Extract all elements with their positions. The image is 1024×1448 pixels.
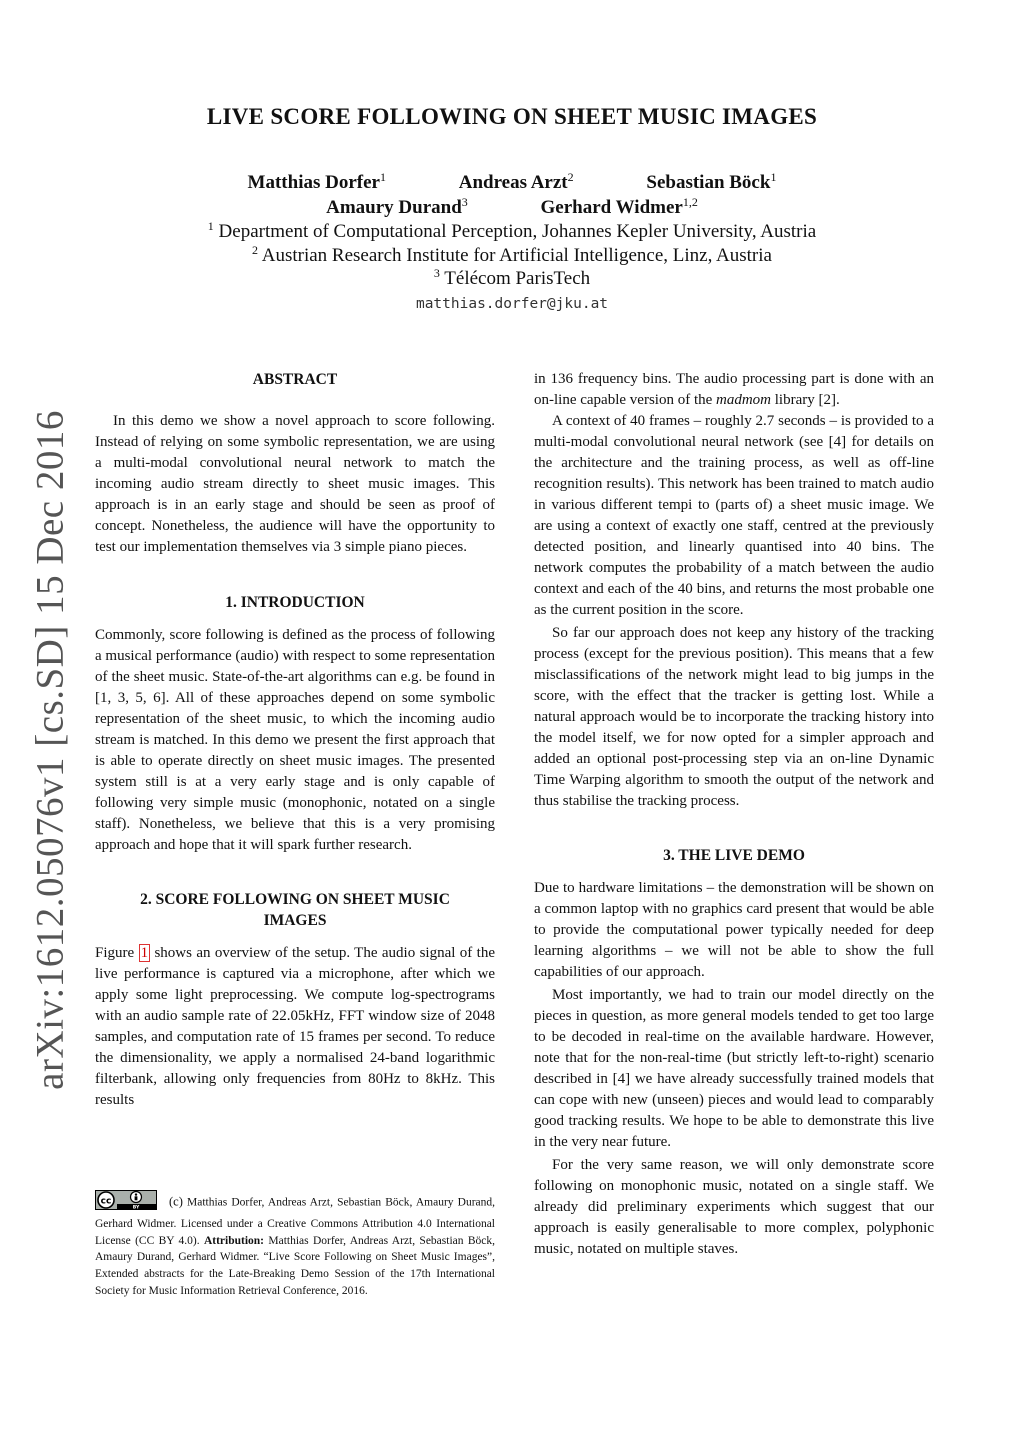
right-column	[534, 369, 934, 1260]
figure-1-link[interactable]: 1	[140, 945, 149, 961]
author: Amaury Durand$^3$	[326, 195, 468, 218]
paper-title: LIVE SCORE FOLLOWING ON SHEET MUSIC IMAGES	[206, 104, 818, 129]
author: Sebastian Böck$^1$	[646, 170, 777, 193]
license-footnote: cc BY (c) Matthias Dorfer, Andreas Arzt, Sebastian Böck, Amaury Durand, Gerhard Widmer. Licensed under a Creative Commons Attribution 4.0 International License (CC BY 4.0). Attribution: Matthias Dorfer, Andreas Arzt, Sebastian Böck, Amaury Durand, Gerhard Widmer. “Live Score Following on Sheet Music Images”, Extended abstracts for the Late-Breaking Demo Session of the 17th International Society for Music Information Retrieval Conference, 2016.	[95, 1190, 495, 1300]
author-row-1	[0, 172, 1024, 194]
abstract-heading: ABSTRACT	[252, 371, 338, 388]
section2-heading: 2. SCORE FOLLOWING ON SHEET MUSIC IMAGES	[140, 891, 450, 929]
section2-paragraph-2: A context of 40 frames – roughly 2.7 seconds – is provided to a multi-modal convolutional neural network (see [4] for details on the architecture and the training process, as well as off-line recognition results). This network has been trained to match audio in various different tempi to (parts of) a sheet music image. We are using a context of exactly one staff, centred at the previously detected position, and linearly quantised into 40 bins. The network computes the probability of a match between the audio context and each of the 40 bins, and returns the most probable one as the current position in the score.	[534, 413, 934, 618]
by-badge-text: BY	[132, 1205, 140, 1210]
section3-paragraph-2: Most importantly, we had to train our model directly on the pieces in question, as more general models tended to get too large to be decoded in real-time on the available hardware. However, note that for the non-real-time (but strictly left-to-right) scenario described in [4] we have already successfully trained models that can cope with new (unseen) pieces and would lead to comparably good tracking results. We hope to be able to demonstrate this live in the very near future.	[534, 987, 934, 1150]
author: Andreas Arzt$^2$	[458, 170, 574, 193]
affiliation-2: $^2$ Austrian Research Institute for Artificial Intelligence, Linz, Austria	[252, 243, 772, 266]
author: Gerhard Widmer$^{1,2}$	[540, 195, 698, 218]
author-row-2	[0, 197, 1024, 219]
section3-paragraph-1: Due to hardware limitations – the demonstration will be shown on a common laptop with no graphics card present that would be able to provide the computational power typically needed for deep learning algorithms – we will not be able to show the full capabilities of our approach.	[534, 880, 934, 980]
section2-paragraph-3: So far our approach does not keep any history of the tracking process (except for the previous position). This means that a few misclassifications of the network might lead to big jumps in the score, with the effect that the tracker is getting lost. While a natural approach would be to incorporate the tracking history into the model itself, we for now opted for a simpler approach and added an optional post-processing step via an on-line Dynamic Time Warping algorithm to smooth the output of the network and thus stabilise the tracking process.	[534, 625, 934, 809]
arxiv-identifier: arXiv:1612.05076v1 [cs.SD] 15 Dec 2016	[28, 410, 72, 1090]
section3-heading: 3. THE LIVE DEMO	[663, 847, 805, 864]
affiliation-3: $^3$ Télécom ParisTech	[433, 266, 591, 289]
copyright-symbol: (c)	[169, 1194, 183, 1209]
section2-paragraph-1-cont: in 136 frequency bins. The audio processing part is done with an on-line capable version of the madmom library [2].	[534, 371, 934, 408]
left-column	[95, 369, 495, 1111]
cc-badge-text: cc	[100, 1196, 112, 1207]
contact-email[interactable]: matthias.dorfer@jku.at	[415, 296, 609, 312]
arxiv-sidebar	[22, 410, 78, 1090]
author: Matthias Dorfer$^1$	[247, 170, 386, 193]
cc-by-license-icon	[95, 1190, 157, 1216]
section2-paragraph-1: Figure 1 shows an overview of the setup. The audio signal of the live performance is captured via a microphone, after which we apply some light preprocessing. We compute log-spectrograms with an audio sample rate of 22.05kHz, FFT window size of 2048 samples, and computation rate of 15 frames per second. To reduce the dimensionality, we apply a normalised 24-band logarithmic filterbank, allowing only frequencies from 80Hz to 8kHz. This results	[95, 945, 496, 1108]
abstract-text: In this demo we show a novel approach to score following. Instead of relying on some symbolic representation, we are using a multi-modal convolutional neural network to match the incoming audio stream directly to sheet music images. This approach is in an early stage and should be seen as proof of concept. Nonetheless, the audience will have the opportunity to test our implementation themselves via 3 simple piano pieces.	[95, 413, 495, 555]
intro-heading: 1. INTRODUCTION	[225, 594, 365, 611]
intro-text: Commonly, score following is defined as the process of following a musical performance (audio) with respect to some representation of the sheet music. State-of-the-art algorithms can e.g. be found in [1, 3, 5, 6]. All of these approaches depend on some symbolic representation of the sheet music, to which the incoming audio stream is matched. In this demo we present the first approach that is able to operate directly on sheet music images. The presented system still is at a very early stage and is only capable of following very simple music (monophonic, notated on a single staff). Nonetheless, we believe that this is a very promising approach and hope that it will spark further research.	[95, 627, 495, 853]
affiliation-1: $^1$ Department of Computational Perception, Johannes Kepler University, Austria	[207, 219, 817, 242]
section3-paragraph-3: For the very same reason, we will only demonstrate score following on monophonic music, notated on a single staff. We already did preliminary experiments which suggest that our approach is easily generalisable to more complex, polyphonic music, notated on multiple staves.	[534, 1157, 934, 1257]
